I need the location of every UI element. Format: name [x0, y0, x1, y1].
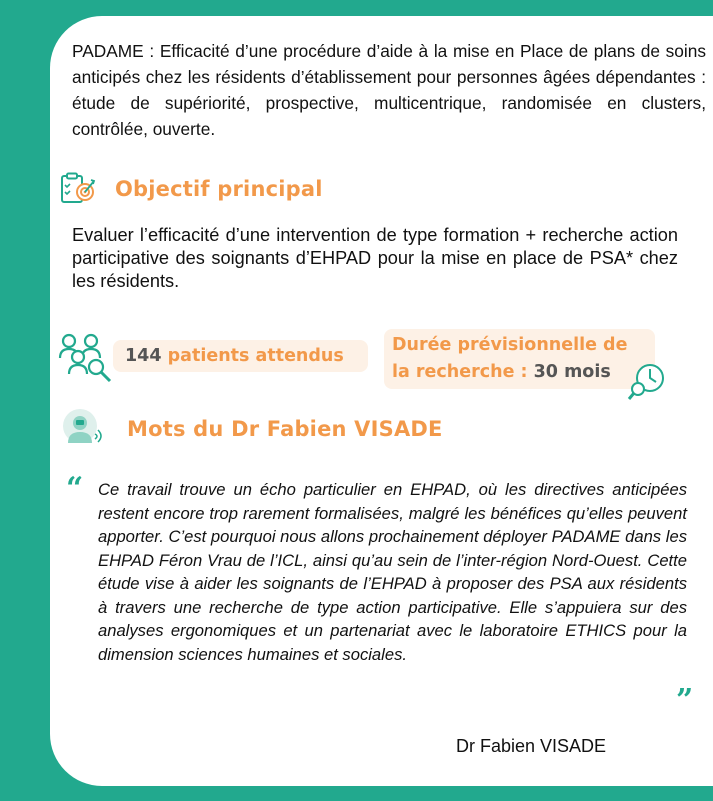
doctor-avatar-icon — [62, 408, 104, 450]
objective-text: Evaluer l’efficacité d’une intervention de type formation + recherche action participative des soignants d’EHPAD pour la mise en place de PSA* chez les résidents. — [72, 225, 678, 291]
patients-label: patients attendus — [167, 346, 344, 366]
target-clipboard-icon — [60, 172, 96, 206]
study-title: PADAME : Efficacité d’une procédure d’aide à la mise en Place de plans de soins anticipés chez les résidents d’établissement pour personnes âgées dépendantes : étude de supériorité, prospective, multicentrique, randomisée en clusters, contrôlée, ouverte. — [72, 41, 706, 139]
objective-title: Objectif principal — [115, 177, 323, 201]
open-quote-icon: “ — [66, 471, 84, 506]
objective-heading — [60, 172, 323, 206]
testimony-title: Mots du Dr Fabien VISADE — [127, 417, 443, 441]
patients-badge — [113, 340, 368, 372]
close-quote-icon: ” — [676, 683, 694, 718]
duration-value: 30 mois — [533, 362, 611, 382]
duration-badge — [384, 329, 655, 389]
duration-label-line1: Durée prévisionnelle de — [392, 335, 628, 355]
duration-label-line2: la recherche : — [392, 362, 528, 382]
people-search-icon — [58, 331, 116, 383]
clock-search-icon — [627, 362, 669, 402]
patients-count: 144 — [125, 346, 162, 366]
testimony-quote: Ce travail trouve un écho particulier en EHPAD, où les directives anticipées restent encore trop rarement formalisées, malgré les bénéfices qu’elles peuvent apporter. C’est pourquoi nous allons prochainement déployer PADAME dans les EHPAD Féron Vrau de l’ICL, ainsi qu’au sein de l’inter-région Nord-Ouest. Cette étude vise à aider les soignants de l’EHPAD à proposer des PSA aux résidents à travers une recherche de type action participative. Elle s’appuiera sur des analyses ergonomiques et un partenariat avec le laboratoire ETHICS pour la dimension sciences humaines et sociales. — [98, 480, 687, 664]
testimony-heading — [62, 408, 443, 450]
signature: Dr Fabien VISADE — [456, 736, 607, 756]
